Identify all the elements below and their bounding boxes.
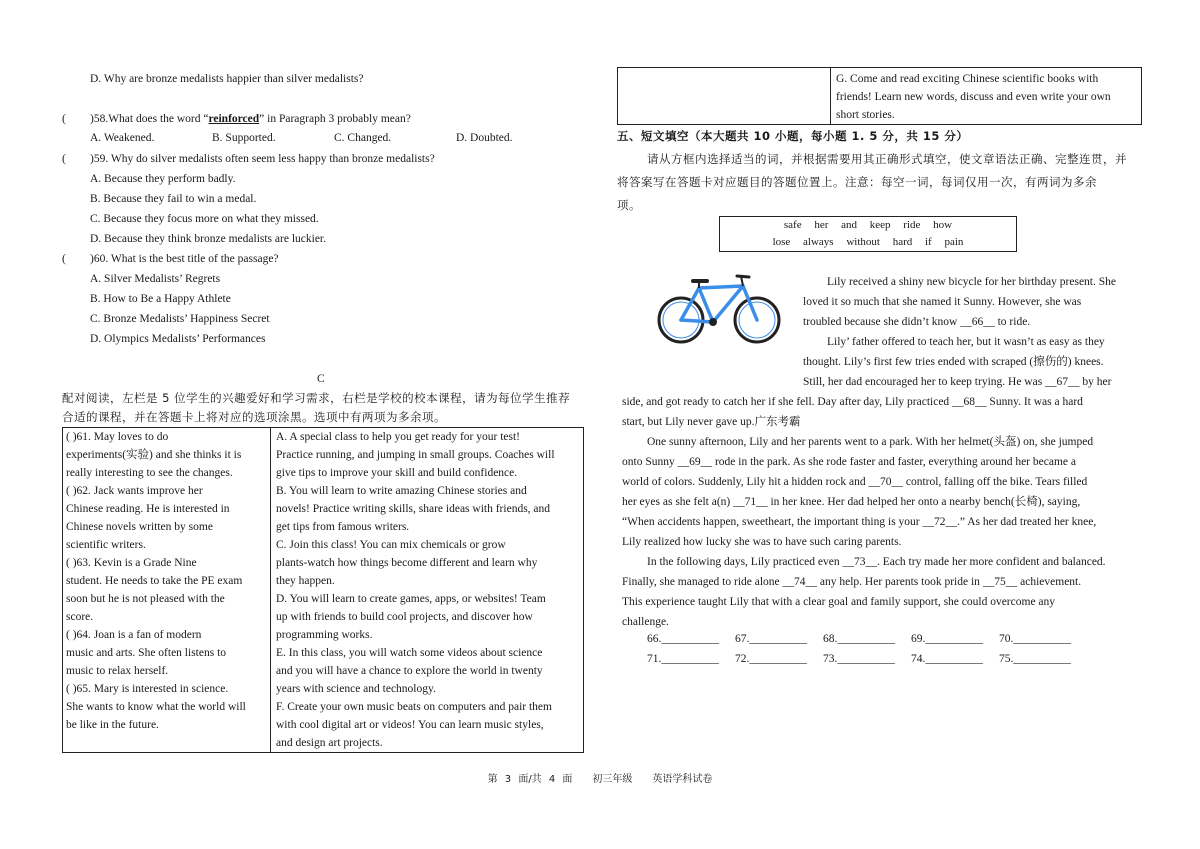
student-line: ( )62. Jack wants improve her [66, 485, 203, 497]
section-c-heading: C [317, 373, 325, 385]
passage-line: Lily realized how lucky she was to have such caring parents. [622, 536, 902, 548]
answer-blank-74[interactable]: 74.__________ [911, 653, 983, 665]
passage-line: start, but Lily never gave up.广东考霸 [622, 416, 801, 428]
q60-stem: ( )60. What is the best title of the passage? [62, 253, 279, 265]
q58-option-c: C. Changed. [334, 132, 392, 144]
cloze-instructions-3: 项。 [617, 198, 641, 212]
passage-line: world of colors. Suddenly, Lily hit a hidden rock and __70__ control, falling off the bike. Tears filled [622, 476, 1088, 488]
passage-line: her eyes as she felt a(n) __71__ in her knee. Her dad helped her onto a nearby bench(长椅), saying, [622, 496, 1081, 508]
bike-pedal [709, 318, 717, 326]
answer-row-1 [647, 633, 1087, 645]
student-line: Chinese novels written by some [66, 521, 213, 533]
passage-line: This experience taught Lily that with a clear goal and family support, she could overcome any [622, 596, 1056, 608]
answer-row-2 [647, 653, 1087, 665]
matching-instructions-2: 合适的课程，并在答题卡上将对应的选项涂黑。选项中有两项为多余项。 [62, 410, 446, 424]
q60-option: D. Olympics Medalists’ Performances [90, 333, 266, 345]
passage-line: Lily received a shiny new bicycle for her birthday present. She [827, 276, 1116, 288]
page-footer: 第 3 面/共 4 面 初三年级 英语学科试卷 [487, 774, 713, 785]
passage-line: Lily’ father offered to teach her, but it wasn’t as easy as they [827, 336, 1105, 348]
passage-line: troubled because she didn’t know __66__ to ride. [803, 316, 1031, 328]
q60-option: C. Bronze Medalists’ Happiness Secret [90, 313, 270, 325]
q59-option: D. Because they think bronze medalists are luckier. [90, 233, 326, 245]
course-line: plants-watch how things become different and learn why [276, 557, 538, 569]
passage-line: side, and got ready to catch her if she fell. Day after day, Lily practiced __68__ Sunny. It was a hard [622, 396, 1083, 408]
passage-line: Finally, she managed to ride alone __74__ any help. Her parents took pride in __75__ achievement. [622, 576, 1082, 588]
course-line: and you will have a chance to explore the world in twenty [276, 665, 543, 677]
course-line: C. Join this class! You can mix chemicals or grow [276, 539, 506, 551]
passage-line: “When accidents happen, sweetheart, the important thing is your __72__.” As her dad treated her knee, [622, 516, 1097, 528]
student-line: experiments(实验) and she thinks it is [66, 449, 242, 461]
student-line: ( )61. May loves to do [66, 431, 169, 443]
section-5-title: 五、短文填空（本大题共 10 小题，每小题 1. 5 分，共 15 分） [617, 129, 969, 143]
q59-stem: ( )59. Why do silver medalists often seem less happy than bronze medalists? [62, 153, 435, 165]
q58-option-a: A. Weakened. [90, 132, 155, 144]
course-line: give tips to improve your skill and build confidence. [276, 467, 518, 479]
passage-line: onto Sunny __69__ rode in the park. As she rode faster and faster, everything around her became a [622, 456, 1076, 468]
passage-line: loved it so much that she named it Sunny. However, she was [803, 296, 1082, 308]
course-line: years with science and technology. [276, 683, 436, 695]
student-line: ( )65. Mary is interested in science. [66, 683, 229, 695]
course-line: E. In this class, you will watch some videos about science [276, 647, 543, 659]
answer-blank-72[interactable]: 72.__________ [735, 653, 807, 665]
course-line: A. A special class to help you get ready for your test! [276, 431, 520, 443]
table-divider [270, 428, 271, 752]
word-bank-row: safe her and keep ride how [783, 219, 953, 231]
course-line: and design art projects. [276, 737, 383, 749]
answer-blank-69[interactable]: 69.__________ [911, 633, 983, 645]
course-line: programming works. [276, 629, 373, 641]
student-line: scientific writers. [66, 539, 146, 551]
cloze-instructions-1: 请从方框内选择适当的词，并根据需要用其正确形式填空，使文章语法正确、完整连贯，并 [647, 152, 1127, 166]
q59-option: B. Because they fail to win a medal. [90, 193, 257, 205]
answer-blank-73[interactable]: 73.__________ [823, 653, 895, 665]
cloze-instructions-2: 将答案写在答题卡对应题目的答题位置上。注意：每空一词，每词仅用一次，有两词为多余 [617, 175, 1097, 189]
student-line: Chinese reading. He is interested in [66, 503, 230, 515]
course-line: up with friends to build cool projects, and discover how [276, 611, 533, 623]
reinforced-word: reinforced [208, 113, 260, 125]
q58-stem: ( )58.What does the word “reinforced” in Paragraph 3 probably mean? [62, 113, 411, 125]
course-line: D. You will learn to create games, apps, or websites! Team [276, 593, 546, 605]
answer-blank-66[interactable]: 66.__________ [647, 633, 719, 645]
answer-blank-68[interactable]: 68.__________ [823, 633, 895, 645]
student-line: soon but he is not pleased with the [66, 593, 225, 605]
course-line: get tips from famous writers. [276, 521, 410, 533]
q60-option: A. Silver Medalists’ Regrets [90, 273, 221, 285]
student-line: student. He needs to take the PE exam [66, 575, 243, 587]
course-line: with cool digital art or videos! You can learn music styles, [276, 719, 544, 731]
q58-option-b: B. Supported. [212, 132, 276, 144]
answer-blank-71[interactable]: 71.__________ [647, 653, 719, 665]
passage-line: thought. Lily’s first few tries ended with scraped (擦伤的) knees. [803, 356, 1104, 368]
bike-handlebar [737, 276, 749, 277]
bike-frame [681, 286, 757, 322]
answer-blank-75[interactable]: 75.__________ [999, 653, 1071, 665]
answer-blank-70[interactable]: 70.__________ [999, 633, 1071, 645]
matching-table [62, 427, 584, 753]
course-line: F. Create your own music beats on computers and pair them [276, 701, 552, 713]
course-line: they happen. [276, 575, 335, 587]
student-line: music and arts. She often listens to [66, 647, 227, 659]
student-line: score. [66, 611, 94, 623]
courses-column [276, 428, 555, 752]
q57-option-d: D. Why are bronze medalists happier than silver medalists? [90, 73, 364, 85]
word-bank [719, 216, 1017, 252]
course-line: Practice running, and jumping in small groups. Coaches will [276, 449, 555, 461]
passage-line: In the following days, Lily practiced even __73__. Each try made her more confident and balanced. [647, 556, 1106, 568]
passage-line: challenge. [622, 616, 669, 628]
answer-paren: ( [62, 113, 66, 125]
students-column [66, 428, 246, 734]
student-line: ( )63. Kevin is a Grade Nine [66, 557, 197, 569]
student-line: really interesting to see the changes. [66, 467, 233, 479]
student-line: She wants to know what the world will [66, 701, 246, 713]
q59-option: A. Because they perform badly. [90, 173, 236, 185]
q59-option: C. Because they focus more on what they missed. [90, 213, 319, 225]
matching-instructions-1: 配对阅读，左栏是 5 位学生的兴趣爱好和学习需求，右栏是学校的校本课程，请为每位学生推荐 [62, 391, 571, 405]
passage-line: One sunny afternoon, Lily and her parents went to a park. With her helmet(头盔) on, she jumped [647, 436, 1094, 448]
course-g-box [617, 67, 1142, 125]
passage-line: Still, her dad encouraged her to keep trying. He was __67__ by her [803, 376, 1112, 388]
bicycle-illustration [655, 268, 783, 348]
student-line: be like in the future. [66, 719, 159, 731]
student-line: ( )64. Joan is a fan of modern [66, 629, 202, 641]
table-divider [830, 68, 831, 124]
course-g: G. Come and read exciting Chinese scientific books with friends! Learn new words, discuss and even write your own short stories. [836, 73, 1111, 121]
q58-option-d: D. Doubted. [456, 132, 513, 144]
student-line: music to relax herself. [66, 665, 169, 677]
q60-option: B. How to Be a Happy Athlete [90, 293, 231, 305]
course-line: B. You will learn to write amazing Chinese stories and [276, 485, 527, 497]
word-bank-row: lose always without hard if pain [772, 236, 964, 248]
course-line: novels! Practice writing skills, share ideas with friends, and [276, 503, 551, 515]
answer-blank-67[interactable]: 67.__________ [735, 633, 807, 645]
